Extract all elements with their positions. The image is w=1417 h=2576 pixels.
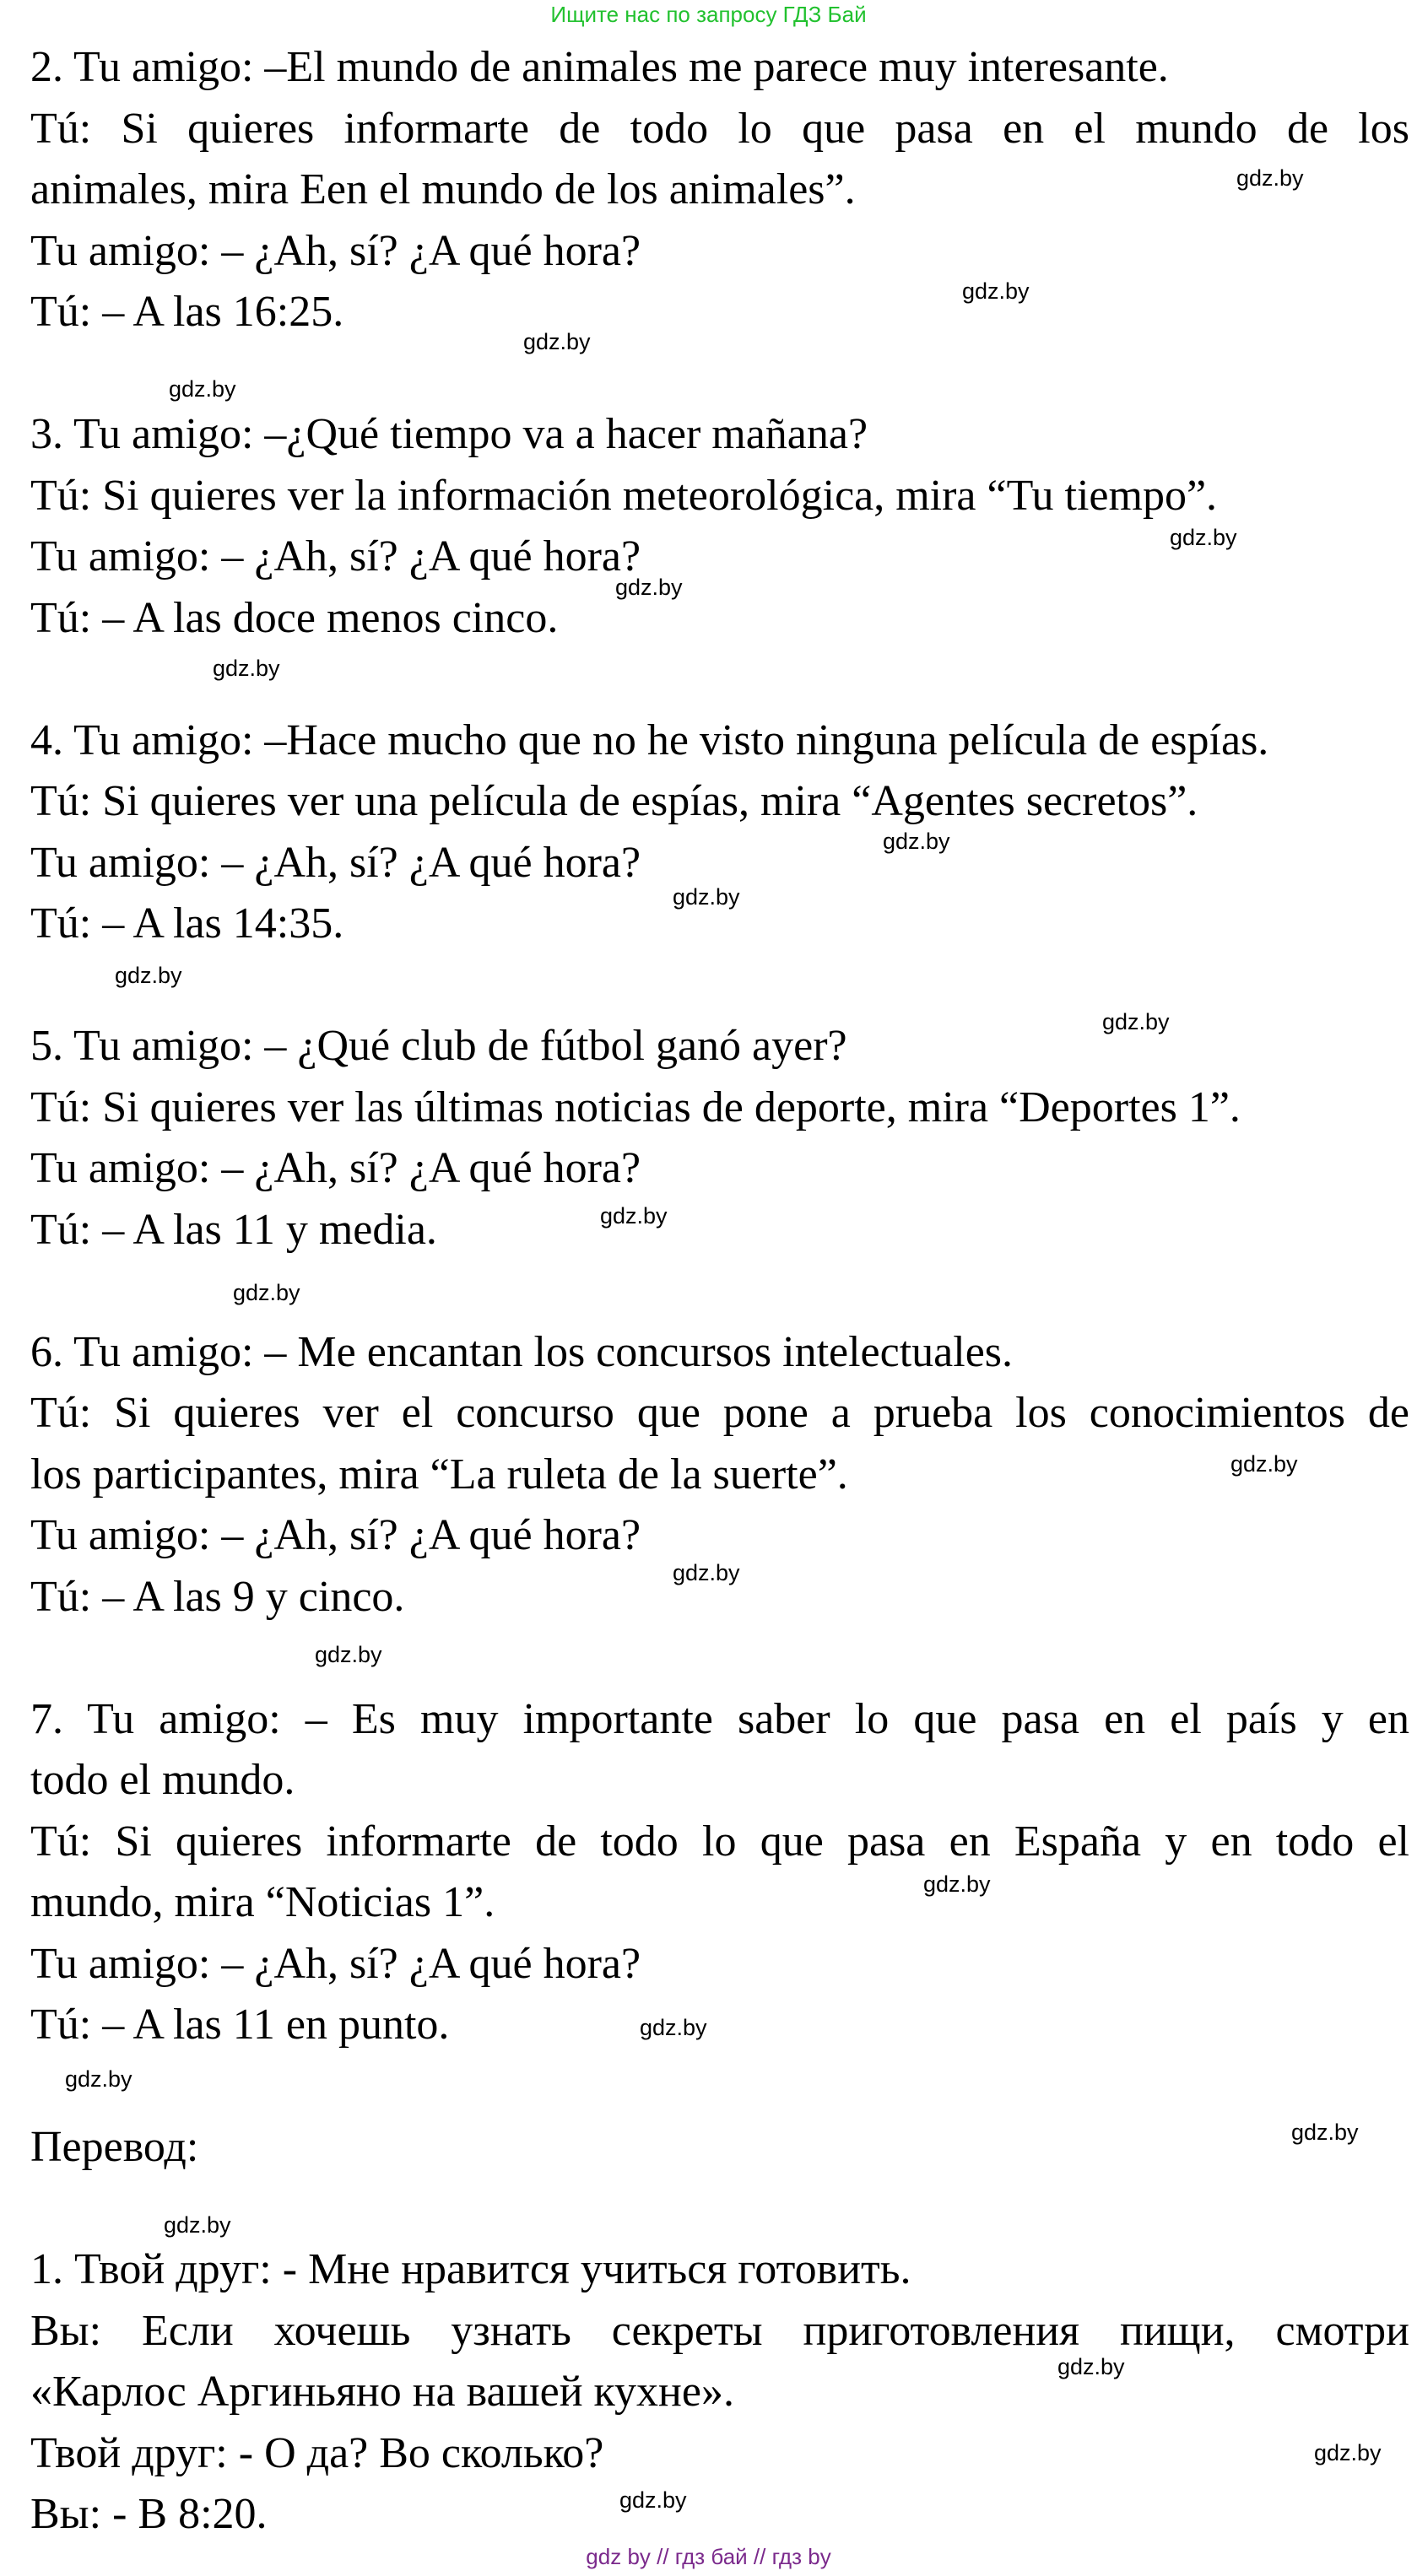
text-line: Tú: – A las 9 y cinco. bbox=[30, 1572, 405, 1621]
text-line: Tu amigo: – ¿Ah, sí? ¿A qué hora? bbox=[30, 1144, 641, 1192]
watermark-text: gdz.by bbox=[615, 575, 683, 600]
footer-banner: gdz by // гдз бай // гдз by bbox=[586, 2544, 831, 2569]
text-line: 4. Tu amigo: –Hace mucho que no he visto ninguna película de espías. bbox=[30, 716, 1269, 764]
watermark-text: gdz.by bbox=[1230, 1451, 1298, 1477]
text-line: Tu amigo: – ¿Ah, sí? ¿A qué hora? bbox=[30, 226, 641, 275]
text-line: Tú: – A las 11 en punto. bbox=[30, 2001, 450, 2049]
watermark-text: gdz.by bbox=[883, 829, 950, 854]
watermark-text: gdz.by bbox=[213, 656, 280, 681]
watermark-text: gdz.by bbox=[619, 2487, 687, 2513]
watermark-text: gdz.by bbox=[600, 1203, 668, 1229]
watermark-text: gdz.by bbox=[1170, 525, 1237, 550]
watermark-text: gdz.by bbox=[523, 329, 591, 354]
watermark-text: gdz.by bbox=[315, 1642, 382, 1667]
text-line: 5. Tu amigo: – ¿Qué club de fútbol ganó ayer? bbox=[30, 1022, 847, 1070]
paragraph-gap bbox=[30, 1628, 1409, 1689]
text-line: Tú: – A las doce menos cinco. bbox=[30, 593, 559, 642]
watermark-text: gdz.by bbox=[169, 376, 236, 402]
text-line: Твой друг: - О да? Во сколько? bbox=[30, 2428, 604, 2477]
watermark-text: gdz.by bbox=[1314, 2440, 1382, 2465]
text-line: 7. Tu amigo: – Es muy importante saber lo que pasa en el país y en bbox=[30, 1694, 1409, 1743]
watermark-text: gdz.by bbox=[673, 884, 740, 910]
watermark-text: gdz.by bbox=[1057, 2354, 1125, 2379]
text-line: mundo, mira “Noticias 1”. bbox=[30, 1878, 495, 1926]
search-hint-banner: Ищите нас по запросу ГДЗ Бай bbox=[550, 2, 867, 27]
text-line: Tu amigo: – ¿Ah, sí? ¿A qué hora? bbox=[30, 532, 641, 581]
text-line: Tú: Si quieres informarte de todo lo que pasa en España y en todo el bbox=[30, 1817, 1409, 1866]
text-line: Tú: – A las 14:35. bbox=[30, 899, 344, 948]
watermark-text: gdz.by bbox=[962, 278, 1030, 304]
watermark-text: gdz.by bbox=[1291, 2120, 1359, 2145]
watermark-text: gdz.by bbox=[1102, 1009, 1170, 1034]
paragraph-gap bbox=[30, 955, 1409, 1017]
text-line: Tu amigo: – ¿Ah, sí? ¿A qué hora? bbox=[30, 1511, 641, 1559]
text-line: animales, mira Een el mundo de los animales”. bbox=[30, 165, 856, 213]
section-heading: Перевод: bbox=[30, 2123, 199, 2171]
paragraph-gap bbox=[30, 2179, 1409, 2240]
text-line: Tú: Si quieres ver una película de espías, mira “Agentes secretos”. bbox=[30, 777, 1198, 825]
text-line: Tú: Si quieres ver el concurso que pone a prueba los conocimientos de bbox=[30, 1389, 1409, 1437]
text-line: Tú: – A las 11 y media. bbox=[30, 1205, 437, 1254]
text-line: los participantes, mira “La ruleta de la suerte”. bbox=[30, 1450, 848, 1499]
text-line: «Карлос Аргиньяно на вашей кухне». bbox=[30, 2368, 734, 2416]
text-line: todo el mundo. bbox=[30, 1756, 295, 1804]
watermark-text: gdz.by bbox=[673, 1560, 740, 1585]
text-line: 1. Твой друг: - Мне нравится учиться готовить. bbox=[30, 2245, 911, 2293]
text-line: Tú: Si quieres ver la información meteorológica, mira “Tu tiempo”. bbox=[30, 471, 1218, 520]
text-line: Вы: Если хочешь узнать секреты приготовления пищи, смотри bbox=[30, 2306, 1409, 2355]
watermark-text: gdz.by bbox=[164, 2212, 231, 2238]
text-line: Вы: - В 8:20. bbox=[30, 2490, 268, 2538]
text-line: 3. Tu amigo: –¿Qué tiempo va a hacer mañana? bbox=[30, 410, 868, 458]
text-line: Tu amigo: – ¿Ah, sí? ¿A qué hora? bbox=[30, 838, 641, 887]
paragraph-gap bbox=[30, 2056, 1409, 2118]
watermark-text: gdz.by bbox=[115, 963, 182, 988]
paragraph-gap bbox=[30, 343, 1409, 405]
watermark-text: gdz.by bbox=[640, 2015, 707, 2040]
text-line: Tu amigo: – ¿Ah, sí? ¿A qué hora? bbox=[30, 1939, 641, 1988]
text-line: 2. Tu amigo: –El mundo de animales me parece muy interesante. bbox=[30, 43, 1169, 91]
text-line: Tú: Si quieres ver las últimas noticias de deporte, mira “Deportes 1”. bbox=[30, 1083, 1241, 1131]
text-line: Tú: Si quieres informarte de todo lo que pasa en el mundo de los bbox=[30, 104, 1409, 153]
text-line: 6. Tu amigo: – Me encantan los concursos intelectuales. bbox=[30, 1327, 1014, 1376]
watermark-text: gdz.by bbox=[1236, 165, 1304, 191]
text-line: Tú: – A las 16:25. bbox=[30, 288, 344, 336]
watermark-text: gdz.by bbox=[233, 1280, 300, 1305]
watermark-text: gdz.by bbox=[65, 2066, 133, 2092]
watermark-text: gdz.by bbox=[923, 1871, 991, 1897]
